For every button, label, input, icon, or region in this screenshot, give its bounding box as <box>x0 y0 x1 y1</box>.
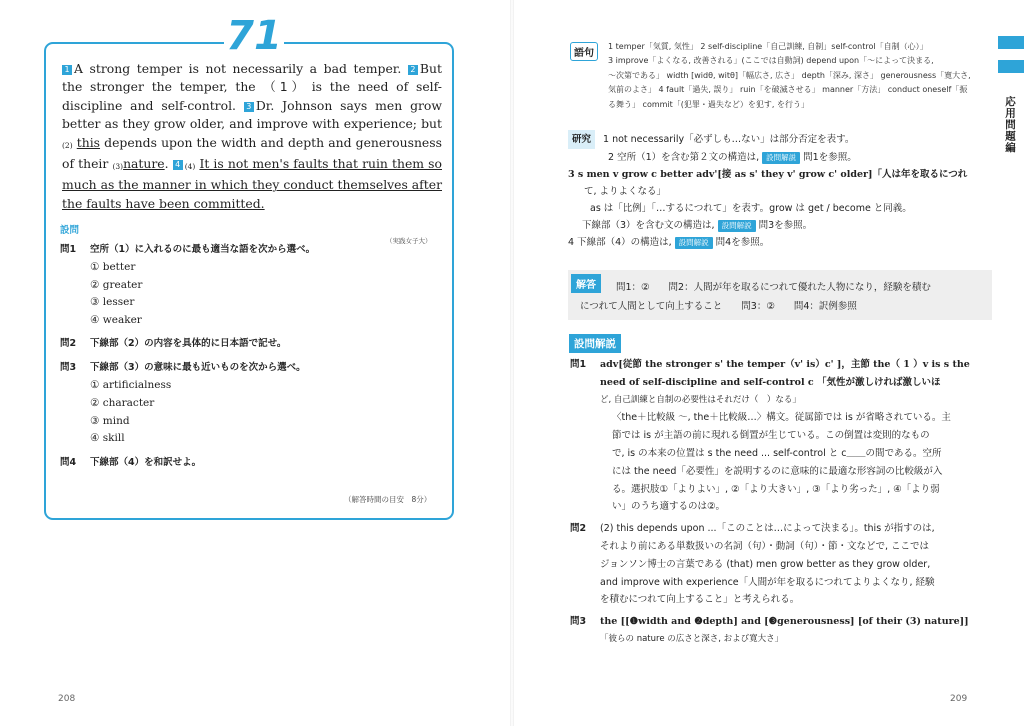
explanation-line: る。選択肢①「よりよい」, ②「より大きい」, ③「より劣った」, ④「より弱 <box>612 483 940 495</box>
answer-label: 解答 <box>571 274 601 293</box>
study-line: as は「比例」「…するにつれて」を表す。grow は get / become と同義。 <box>590 203 912 214</box>
vocabulary-line: 1 temper「気質, 気性」 2 self-discipline「自己訓練, 自制」self-control「自制（心）」 <box>608 42 928 51</box>
explanation-line: で, is の本来の位置は s the need ... self-control と c＿＿の間である。空所 <box>612 447 942 459</box>
study-line: 3 s men v grow c better adv'[接 as s' they v' grow c' older]「人は年を取るにつれ <box>568 169 968 180</box>
side-tab-bar <box>998 36 1024 49</box>
explanation-q3-body <box>600 613 990 649</box>
q1-choice: ① better <box>90 261 136 273</box>
explanation-line: 節では is が主語の前に現れる倒置が生じている。この倒置は変則的なもの <box>612 430 930 442</box>
sentence-number-4: 4 <box>173 160 183 170</box>
underline-mark-3: (3) <box>112 162 124 172</box>
setsumon-tag: 設問解説 <box>675 237 713 249</box>
q1-choice: ② greater <box>90 278 143 291</box>
question-3-text: 下線部（3）の意味に最も近いものを次から選べ。 <box>90 362 306 374</box>
vocabulary-line: る舞う」 commit「(犯罪・過失など）を犯す, を行う」 <box>608 99 809 109</box>
vocabulary-line: 〜次第である」 width [widθ, witθ]「幅広さ, 広さ」 depth「深み, 深さ」 generousness「寛大さ, <box>608 70 971 80</box>
problem-box <box>44 42 454 520</box>
question-2 <box>60 335 440 349</box>
explanation-line: the [[❶width and ❷depth] and [❸generousness] [of their (3) nature]] <box>600 616 969 628</box>
vocabulary-line: 3 improve「よくなる, 改善される」(ここでは自動詞) depend upon「〜によって決まる, <box>608 56 934 66</box>
answer-text <box>580 278 985 316</box>
question-1-text: 空所（1）に入れるのに最も適当な語を次から選べ。 <box>90 244 316 255</box>
question-1-label: 問1 <box>60 244 77 255</box>
question-3 <box>60 359 440 373</box>
study-line: 問4を参照。 <box>715 237 770 248</box>
explanation-q2-label: 問2 <box>570 523 587 535</box>
problem-number: 71 <box>224 14 284 58</box>
study-label: 研究 <box>568 130 595 149</box>
explanation-line: and improve with experience「人間が年を取るにつれてよりよくなり, 経験 <box>600 576 935 588</box>
explanation-q1-label: 問1 <box>570 359 587 370</box>
vocabulary-line: 気前のよさ」 4 fault「過失, 誤り」 ruin「を破滅させる」 manner「方法」 conduct oneself「振 <box>608 85 968 95</box>
underlined-nature: nature <box>123 156 165 172</box>
setsumon-tag: 設問解説 <box>718 220 756 232</box>
side-tab <box>998 36 1024 84</box>
q3-choice: ③ mind <box>90 414 130 427</box>
explanation-line: need of self-discipline and self-control c 「気性が激しければ激しいほ <box>600 376 941 388</box>
vocabulary-text <box>608 40 986 112</box>
vocabulary-section <box>568 38 988 110</box>
questions-heading: 設問 <box>60 225 80 236</box>
underline-mark-4: (4) <box>184 162 196 172</box>
explanation-q2-body <box>600 520 990 609</box>
sentence-3a: Dr. Johnson says men grow better as they grow older, and improve with experience; but <box>62 97 442 132</box>
explanation-line: (2) this depends upon ...「このことは…によって決まる」。this が指すのは, <box>600 523 935 535</box>
sentence-1: A strong temper is not necessarily a bad temper. <box>74 61 402 76</box>
underline-mark-2: (2) <box>62 140 73 150</box>
question-3-label: 問3 <box>60 362 77 374</box>
source-citation: （実践女子大） <box>386 237 432 245</box>
explanation-line: には the need「必要性」を説明するのに意味的に最適な形容詞の比較級が入 <box>612 465 943 477</box>
time-note: （解答時間の目安 8分） <box>344 495 432 504</box>
study-line: 1 not necessarily「必ずしも…ない」は部分否定を表す。 <box>603 134 855 145</box>
page-number-left: 208 <box>58 694 76 704</box>
explanation-line: それより前にある単数扱いの名詞（句）・動詞（句）・節・文などで, ここでは <box>600 540 930 552</box>
question-4-text: 下線部（4）を和訳せよ。 <box>90 456 202 468</box>
explanation-line: ジョンソン博士の言葉である (that) men grow better as they grow older, <box>600 558 931 570</box>
explanation-line: 〈the＋比較級 〜, the＋比較級…〉構文。従属節では is が省略されている。主 <box>612 412 951 424</box>
question-section <box>60 222 440 472</box>
underlined-sentence-4: It is not men's faults that ruin them so much as the manner in which they conduct themselves after the faults have been committed. <box>62 156 442 211</box>
q3-choice: ④ skill <box>90 432 125 445</box>
study-line: 2 空所（1）を含む第２文の構造は, <box>608 152 760 163</box>
answer-box <box>568 270 992 320</box>
question-1 <box>60 241 440 255</box>
q1-choice: ④ weaker <box>90 313 142 326</box>
question-4 <box>60 454 440 468</box>
sentence-2b: is the need of self-discipline and self-control. <box>62 79 442 113</box>
study-line: 問1を参照。 <box>803 152 857 163</box>
study-line: 問3を参照。 <box>758 220 813 231</box>
answer-line-2: につれて人間として向上すること 問3：② 問4：訳例参照 <box>580 301 857 312</box>
explanation-line: い」のうち適するのは②。 <box>612 501 726 513</box>
sentence-number-1: 1 <box>62 65 72 75</box>
answer-line-1: 問1：② 問2：人間が年を取るにつれて優れた人物になり，経験を積む <box>616 282 931 293</box>
q3-choice: ① artificialness <box>90 379 172 392</box>
sentence-2a: But the stronger the temper, the <box>62 61 442 95</box>
explanation-line: adv[従節 the stronger s' the temper（v' is）c' ]，主節 the（ 1 ）v is s the <box>600 359 970 370</box>
question-4-label: 問4 <box>60 456 77 468</box>
study-line: 下線部（3）を含む文の構造は, <box>582 220 715 231</box>
explanation-line: ど, 自己訓練と自制の必要性はそれだけ（ ）なる」 <box>600 394 801 405</box>
side-tab-bar <box>998 60 1024 73</box>
passage <box>62 60 442 213</box>
page-number-right: 209 <box>950 694 968 704</box>
sentence-number-3: 3 <box>244 102 254 112</box>
explanation-line: を積むにつれて向上すること」と考えられる。 <box>600 594 800 606</box>
explanation-label: 設問解説 <box>569 334 621 353</box>
study-line: て, よりよくなる」 <box>584 186 667 197</box>
explanation-q1-body <box>600 356 990 516</box>
vocabulary-label: 語句 <box>570 42 598 61</box>
study-section <box>568 130 988 251</box>
study-line: 4 下線部（4）の構造は, <box>568 237 672 248</box>
blank-1: （ 1 ） <box>263 79 304 95</box>
side-tab-text: 応用問題編 <box>1004 96 1016 154</box>
explanation-section <box>570 356 990 649</box>
sentence-number-2: 2 <box>408 65 418 75</box>
right-page <box>512 0 1024 726</box>
q3-choice: ② character <box>90 396 155 409</box>
question-2-label: 問2 <box>60 338 77 350</box>
explanation-line: 「彼らの nature の広さと深さ, および寛大さ」 <box>600 633 784 644</box>
explanation-q3-label: 問3 <box>570 616 587 628</box>
question-2-text: 下線部（2）の内容を具体的に日本語で記せ。 <box>90 338 287 350</box>
sentence-3-end: . <box>164 156 169 172</box>
setsumon-tag: 設問解説 <box>762 152 800 164</box>
sentence-3b: depends upon the width and depth and generousness of their <box>62 134 442 172</box>
q1-choice: ③ lesser <box>90 296 135 309</box>
underlined-this: this <box>76 134 101 150</box>
